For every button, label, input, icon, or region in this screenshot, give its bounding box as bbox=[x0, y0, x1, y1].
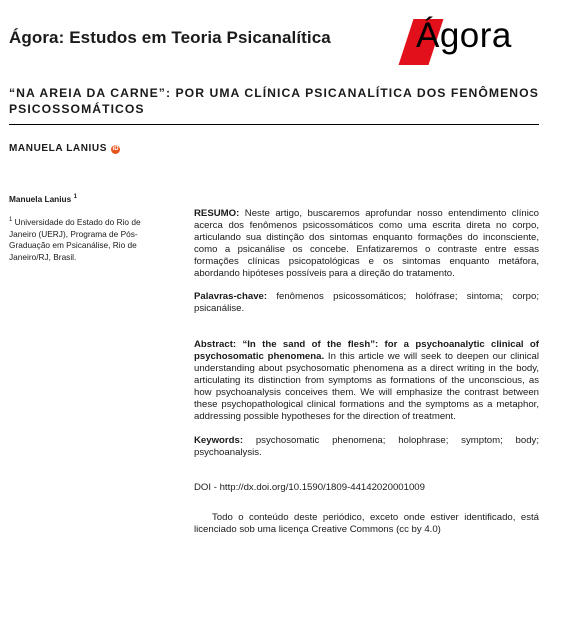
palavras-chave-paragraph bbox=[194, 291, 539, 315]
author-heading bbox=[9, 143, 120, 154]
abstract-label: Abstract: “In the sand of the flesh”: for a psychoanalytic clinical of psychosomatic phenomena. bbox=[194, 339, 539, 363]
main-column bbox=[194, 208, 539, 536]
license-notice: Todo o conteúdo deste periódico, exceto onde estiver identificado, está licenciado sob uma licença Creative Commons (cc by 4.0) bbox=[194, 512, 539, 536]
logo-text: Ágora bbox=[416, 16, 512, 55]
keywords-text: psychosomatic phenomena; holophrase; symptom; body; psychoanalysis. bbox=[194, 434, 539, 458]
resumo-text: Neste artigo, buscaremos aprofundar nosso entendimento clínico acerca dos fenômenos psicossomáticos como uma escrita direta no corpo, articulando sua distinção dos sintomas enquanto formações do inconsciente, como a psicanálise os concebe. Enfatizaremos o contraste entre essas formações clínicas psicopatológicas e os sintomas enquanto metáfora, abordando hipóteses possíveis para a direção do tratamento. bbox=[194, 208, 539, 279]
resumo-label: RESUMO: bbox=[194, 208, 240, 219]
article-title: “NA AREIA DA CARNE”: POR UMA CLÍNICA PSICANALÍTICA DOS FENÔMENOS PSICOSSOMÁTICOS bbox=[9, 86, 539, 116]
author-affiliation: $^1$ Universidade do Estado do Rio de Janeiro (UERJ), Programa de Pós-Graduação em Psicanálise, Rio de Janeiro/RJ, Brasil. bbox=[9, 217, 141, 262]
resumo-paragraph bbox=[194, 208, 539, 279]
author-sidebar bbox=[9, 192, 169, 264]
title-divider bbox=[9, 124, 539, 125]
affiliation-footnote-marker: 1 bbox=[9, 217, 13, 224]
journal-title: Ágora: Estudos em Teoria Psicanalítica bbox=[9, 28, 331, 47]
keywords-label: Keywords: bbox=[194, 434, 244, 446]
abstract-paragraph bbox=[194, 339, 539, 422]
journal-logo bbox=[400, 17, 520, 67]
sidebar-author-name: Manuela Lanius $^1$ bbox=[9, 193, 77, 204]
author-heading-name: MANUELA LANIUS bbox=[9, 143, 108, 154]
palavras-chave-text: fenômenos psicossomáticos; holófrase; sintoma; corpo; psicanálise. bbox=[194, 291, 539, 315]
palavras-chave-label: Palavras-chave: bbox=[194, 291, 268, 303]
author-footnote-marker: 1 bbox=[73, 194, 77, 200]
orcid-icon[interactable]: iD bbox=[112, 146, 119, 152]
keywords-paragraph bbox=[194, 435, 539, 459]
doi-link[interactable]: DOI - http://dx.doi.org/10.1590/1809-44142020001009 bbox=[194, 482, 425, 494]
abstract-text: In this article we will seek to deepen our clinical understanding about psychosomatic phenomena as a direct writing in the body, articulating its distinction from symptoms as formations of the unconscious, as how psychoanalysis conceives them. We will emphasize the contrast between these psychopathological clinical formations and the symptoms as a metaphor, addressing possible hypotheses for the direction of treatment. bbox=[194, 351, 540, 422]
